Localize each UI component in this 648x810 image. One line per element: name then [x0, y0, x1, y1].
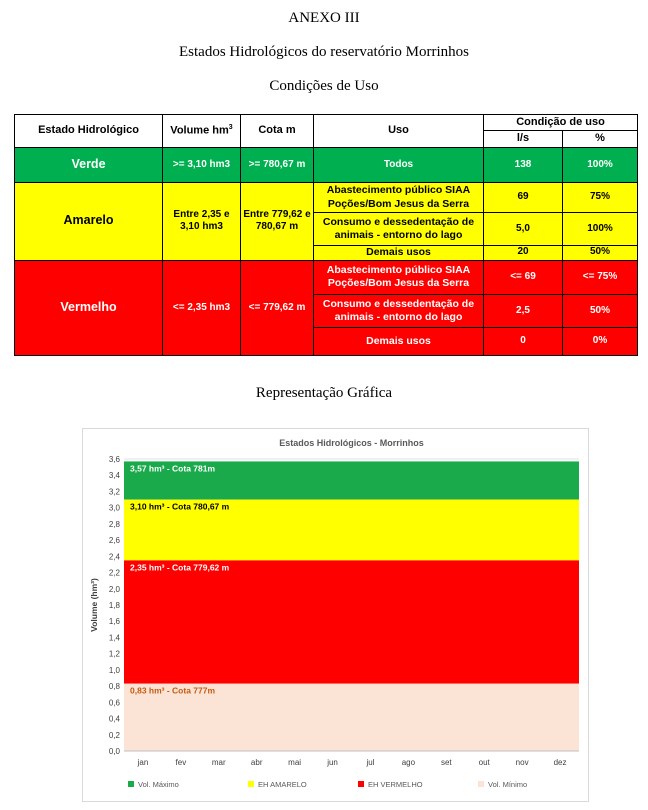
verde-pct: 100% — [563, 148, 638, 182]
header-volume — [163, 115, 241, 148]
vermelho-uso-3: Demais usos — [314, 327, 484, 355]
legend-swatch-0 — [128, 781, 134, 787]
x-tick-label: set — [440, 758, 452, 767]
vermelho-pct-1: <= 75% — [563, 260, 638, 294]
y-tick-label: 2,8 — [108, 519, 120, 529]
row-verde — [15, 148, 638, 182]
amarelo-uso-2: Consumo e dessedentação de animais - entorno do lago — [314, 213, 484, 245]
verde-uso: Todos — [314, 148, 484, 182]
vermelho-cota: <= 779,62 m — [241, 260, 314, 355]
x-tick-label: jun — [327, 758, 338, 767]
legend-label-2: EH VERMELHO — [368, 780, 423, 789]
graphic-title: Representação Gráfica — [255, 385, 393, 401]
header-volume-sup: 3 — [228, 123, 233, 131]
x-tick-label: mar — [211, 758, 226, 767]
amarelo-estado: Amarelo — [15, 182, 163, 260]
header-volume-text: Volume hm — [170, 124, 229, 137]
x-tick-label: dez — [553, 758, 567, 767]
y-tick-label: 1,8 — [108, 601, 120, 610]
x-tick-label: jul — [366, 758, 375, 767]
band-label-3: 0,83 hm³ - Cota 777m — [130, 685, 216, 696]
header-pct: % — [563, 131, 638, 148]
y-tick-label: 0,4 — [108, 714, 120, 724]
band-label-0: 3,57 hm³ - Cota 781m — [130, 463, 216, 474]
chart-frame — [82, 428, 589, 802]
y-tick-label: 3,2 — [108, 487, 120, 497]
amarelo-cota: Entre 779,62 e 780,67 m — [241, 182, 314, 260]
vermelho-pct-2: 50% — [563, 295, 638, 327]
y-tick-label: 0,2 — [108, 730, 120, 740]
header-cota: Cota m — [241, 115, 314, 148]
y-tick-label: 0,6 — [108, 698, 120, 708]
row-vermelho-1 — [15, 260, 638, 294]
vermelho-ls-2: 2,5 — [484, 295, 563, 327]
vermelho-estado: Vermelho — [15, 260, 163, 355]
y-tick-label: 3,4 — [108, 471, 120, 481]
x-tick-label: abr — [250, 758, 263, 767]
y-tick-label: 0,0 — [108, 747, 120, 756]
annex-title: ANEXO III — [288, 10, 360, 26]
document-title: Estados Hidrológicos do reservatório Morrinhos — [179, 44, 469, 60]
y-tick-label: 2,0 — [108, 584, 120, 594]
amarelo-pct-2: 100% — [563, 213, 638, 245]
vermelho-ls-1: <= 69 — [484, 260, 563, 294]
y-tick-label: 0,8 — [108, 682, 120, 692]
x-tick-label: out — [478, 758, 490, 767]
verde-estado: Verde — [15, 148, 163, 182]
amarelo-uso-1: Abastecimento público SIAA Poções/Bom Jesus da Serra — [314, 182, 484, 212]
header-ls: l/s — [484, 131, 563, 148]
hydrological-states-chart — [83, 429, 588, 801]
y-tick-label: 2,4 — [108, 552, 120, 562]
verde-volume: >= 3,10 hm3 — [163, 148, 241, 182]
y-tick-label: 3,0 — [108, 503, 120, 513]
vermelho-pct-3: 0% — [563, 327, 638, 355]
row-amarelo-1 — [15, 182, 638, 212]
header-condicao: Condição de uso — [484, 115, 638, 131]
x-tick-label: fev — [175, 758, 187, 767]
legend-label-0: Vol. Máximo — [138, 780, 179, 789]
legend-label-3: Vol. Mínimo — [488, 780, 528, 789]
legend-swatch-3 — [478, 781, 484, 787]
y-tick-label: 2,2 — [108, 568, 120, 578]
y-tick-label: 2,6 — [108, 536, 120, 546]
y-axis-label: Volume (hm³) — [89, 578, 99, 632]
legend-swatch-2 — [358, 781, 364, 787]
amarelo-ls-2: 5,0 — [484, 213, 563, 245]
amarelo-volume: Entre 2,35 e 3,10 hm3 — [163, 182, 241, 260]
y-tick-label: 1,0 — [108, 665, 120, 675]
amarelo-uso-3: Demais usos — [314, 245, 484, 260]
y-tick-label: 3,6 — [108, 455, 120, 464]
x-tick-label: nov — [515, 758, 529, 767]
conditions-table — [14, 114, 638, 356]
amarelo-ls-1: 69 — [484, 182, 563, 212]
vermelho-volume: <= 2,35 hm3 — [163, 260, 241, 355]
vermelho-uso-2: Consumo e dessedentação de animais - entorno do lago — [314, 295, 484, 327]
x-tick-label: mai — [288, 758, 302, 767]
legend-label-1: EH AMARELO — [258, 780, 307, 789]
vermelho-ls-3: 0 — [484, 327, 563, 355]
band-label-2: 2,35 hm³ - Cota 779,62 m — [130, 562, 230, 573]
legend-swatch-1 — [248, 781, 254, 787]
x-tick-label: jan — [137, 758, 149, 767]
amarelo-pct-3: 50% — [563, 245, 638, 260]
verde-ls: 138 — [484, 148, 563, 182]
chart-title: Estados Hidrológicos - Morrinhos — [279, 438, 424, 448]
y-tick-label: 1,4 — [108, 633, 120, 643]
x-tick-label: ago — [401, 758, 416, 767]
y-tick-label: 1,2 — [108, 649, 120, 659]
amarelo-ls-3: 20 — [484, 245, 563, 260]
header-estado: Estado Hidrológico — [15, 115, 163, 148]
verde-cota: >= 780,67 m — [241, 148, 314, 182]
header-uso: Uso — [314, 115, 484, 148]
band-label-1: 3,10 hm³ - Cota 780,67 m — [130, 501, 230, 512]
vermelho-uso-1: Abastecimento público SIAA Poções/Bom Jesus da Serra — [314, 260, 484, 294]
amarelo-pct-1: 75% — [563, 182, 638, 212]
band-2 — [124, 560, 579, 683]
y-tick-label: 1,6 — [108, 617, 120, 627]
conditions-title: Condições de Uso — [269, 78, 379, 94]
